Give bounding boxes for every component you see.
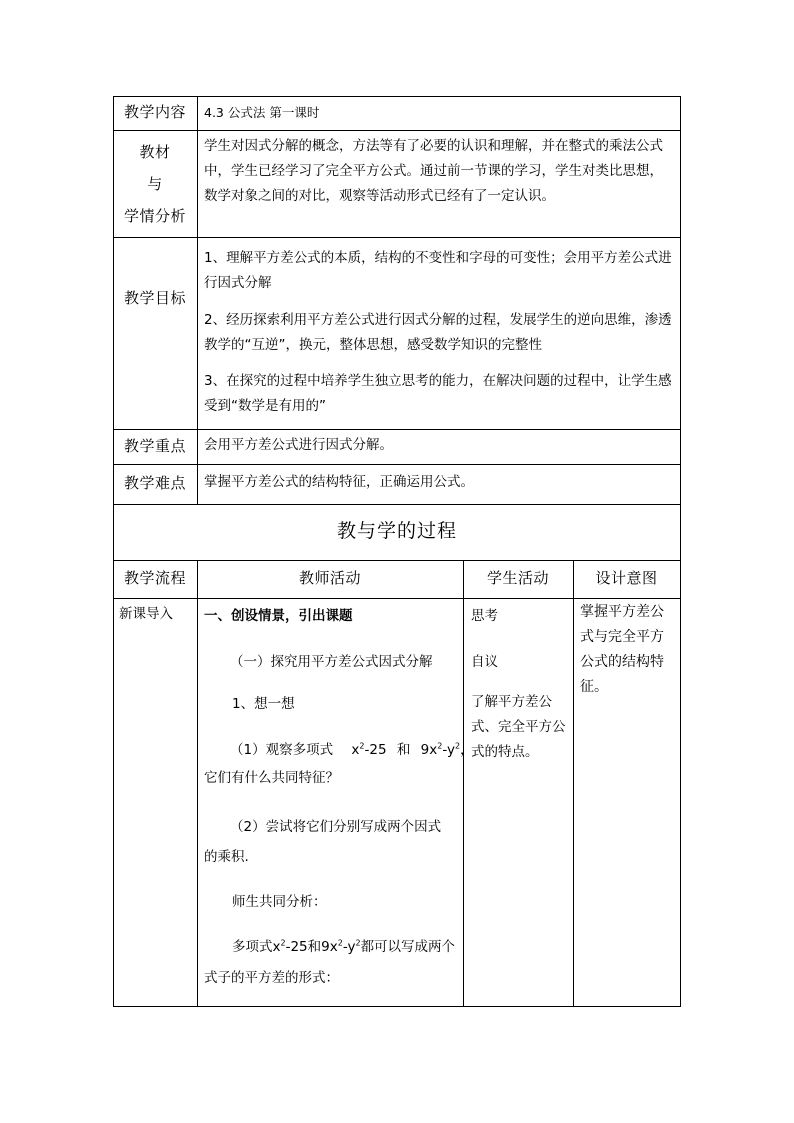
goal-item: 2、经历探索利用平方差公式进行因式分解的过程，发展学生的逆向思维，渗透教学的“互逆”，换元，整体思想，感受数学知识的完整性 — [204, 312, 672, 353]
student-activity: 思考 — [471, 608, 498, 624]
expression: $x^2-25$ — [272, 938, 308, 955]
teacher-subheading: （一）探究用平方差公式因式分解 — [230, 654, 433, 670]
column-divider — [197, 560, 198, 1006]
row-label-line: 学情分析 — [123, 207, 186, 225]
row-label-goals: 教学目标 — [123, 289, 186, 307]
header-student: 学生活动 — [486, 569, 549, 587]
row-label-key-point: 教学重点 — [123, 437, 186, 455]
analysis-statement-line2: 式子的平方差的形式： — [204, 970, 339, 986]
question-2: （2）尝试将它们分别写成两个因式 — [230, 819, 442, 835]
goal-item: 3、在探究的过程中培养学生独立思考的能力，在解决问题的过程中，让学生感受到“数学是有用的” — [204, 373, 672, 414]
row-label-analysis — [113, 136, 197, 232]
teacher-heading: 一、创设情景，引出课题 — [204, 608, 353, 624]
section-title: 教与学的过程 — [336, 520, 457, 542]
lesson-topic: 4.3 公式法 第一课时 — [204, 105, 320, 120]
row-divider — [113, 429, 681, 430]
column-divider — [197, 96, 198, 504]
row-label-difficulty: 教学难点 — [123, 474, 186, 492]
expression: $9x^2-y^2$ — [420, 741, 461, 758]
table-border-right — [680, 96, 681, 1007]
row-divider — [113, 464, 681, 465]
table-border-bottom — [113, 1006, 681, 1007]
table-border-top — [113, 96, 681, 97]
difficulty-text: 掌握平方差公式的结构特征，正确运用公式。 — [204, 474, 474, 490]
header-intent: 设计意图 — [595, 569, 658, 587]
row-label-line: 教材 — [139, 143, 171, 161]
header-stage: 教学流程 — [123, 569, 186, 587]
teacher-item: 1、想一想 — [232, 696, 295, 712]
design-intent: 掌握平方差公式与完全平方公式的结构特征。 — [580, 604, 664, 695]
student-activity: 自议 — [471, 654, 498, 670]
question-1: （1）观察多项式 $x^2-25$ 和 $9x^2-y^2$， — [230, 741, 474, 758]
question-1-line2: 它们有什么共同特征？ — [204, 770, 339, 786]
column-divider — [573, 560, 574, 1006]
row-divider — [113, 598, 681, 599]
analysis-label: 师生共同分析： — [232, 894, 327, 910]
question-1-prefix: （1）观察多项式 — [230, 742, 334, 758]
goal-item: 1、理解平方差公式的本质，结构的不变性和字母的可变性；会用平方差公式进行因式分解 — [204, 250, 672, 291]
column-divider — [463, 560, 464, 1006]
table-border-left — [113, 96, 114, 1007]
row-divider — [113, 237, 681, 238]
header-teacher: 教师活动 — [298, 569, 361, 587]
question-2-line2: 的乘积. — [204, 849, 249, 865]
analysis-text: 学生对因式分解的概念，方法等有了必要的认识和理解，并在整式的乘法公式中，学生已经学习了完全平方公式。通过前一节课的学习，学生对类比思想，数学对象之间的对比，观察等活动形式已经有了一定认识。 — [204, 138, 663, 204]
conjunction: 和 — [396, 742, 411, 758]
key-point-text: 会用平方差公式进行因式分解。 — [204, 437, 393, 453]
row-label-content: 教学内容 — [123, 103, 186, 121]
student-activity: 了解平方差公式、完全平方公式的特点。 — [471, 694, 566, 760]
row-divider — [113, 130, 681, 131]
row-divider — [113, 504, 681, 505]
expression: $9x^2-y^2$ — [321, 938, 361, 955]
row-divider — [113, 560, 681, 561]
stage-label: 新课导入 — [119, 606, 173, 622]
expression: $x^2-25$ — [351, 741, 387, 758]
analysis-statement: 多项式$x^2-25$和$9x^2-y^2$都可以写成两个 — [232, 938, 456, 955]
row-label-line: 与 — [147, 175, 163, 193]
